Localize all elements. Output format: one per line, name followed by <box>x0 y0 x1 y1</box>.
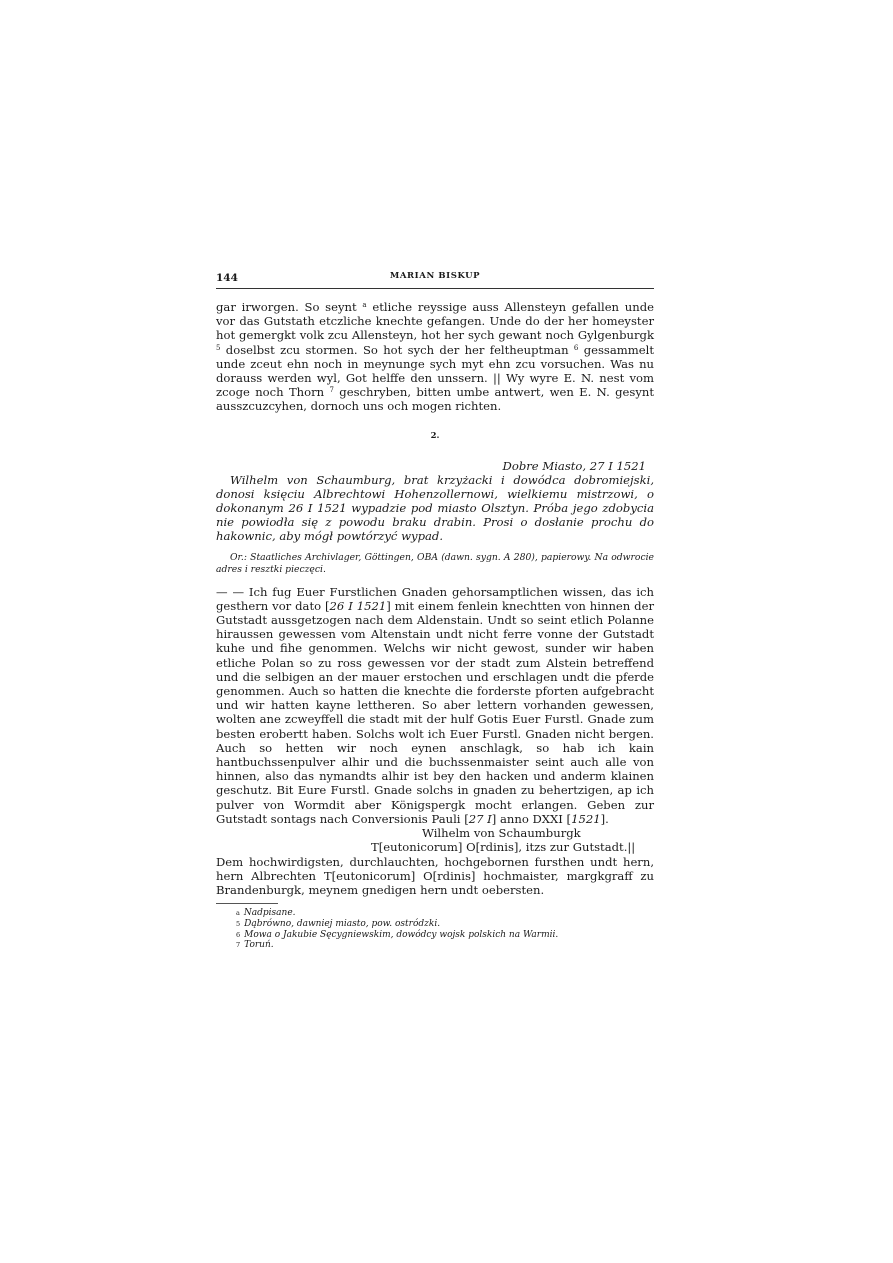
document-regest: Wilhelm von Schaumburg, brat krzyżacki i dowódca dobromiejski, donosi księciu Albrechtowi Hohenzollernowi, wielkiemu mistrzowi, o dokonanym 26 I 1521 wypadzie pod miasto Olsztyn. Próba jego zdobycia nie powiodła się z powodu braku drabin. Prosi o dosłanie prochu do hakownic, aby mógł powtórzyć wypad. <box>216 472 654 544</box>
footnote <box>236 940 654 951</box>
footnote-text: Toruń. <box>244 940 274 951</box>
letter-text: — — Ich fug Euer Furstlichen Gnaden gehorsamptlichen wissen, das ich gesthern vor dato [26 I 1521] mit einem fenlein knechtten von hinnen der Gutstadt aussgetzogen nach dem Aldenstain. Undt so seint etlich Polanne hiraussen gewessen vom Altenstain undt nicht ferre vonne der Gutstadt kuhe und fihe genommen. Welchs wir nicht gewost, sunder wir haben etliche Polan so zu ross gewessen vor der stadt zum Alstein betreffend und die selbigen an der mauer erstochen und erschlagen undt die pferde genommen. Auch so hatten die knechte die forderste pforten aufgebracht und wir hatten kayne lettheren. So aber lettern vorhanden gewessen, wolten ane zcweyffell die stadt mit der hulf Gotis Euer Furstl. Gnade zum besten erobertt haben. Solchs wolt ich Euer Furstl. Gnaden nicht bergen. Auch so hetten wir noch eynen anschlagk, so hab ich kain hantbuchssenpulver alhir und die buchssenmaister seint auch alle von hinnen, also das nymandts alhir ist bey den hacken und anderm klainen geschutz. Bit Eure Furstl. Gnade solchs in gnaden zu behertzigen, ap ich pulver von Wormdit aber Königspergk mocht erlangen. Geben zur Gutstadt sontags nach Conversionis Pauli [27 I] anno DXXI [1521]. <box>216 584 654 826</box>
editorial-date: 27 I <box>468 811 492 826</box>
footnote <box>236 919 654 930</box>
footnote-mark: a <box>236 909 240 918</box>
footnote-reference: a <box>362 301 367 309</box>
document-dateline: Dobre Miasto, 27 I 1521 <box>502 458 646 473</box>
running-head-author: MARIAN BISKUP <box>389 271 481 281</box>
footnote-reference: 5 <box>216 343 221 352</box>
footnote-reference: 6 <box>573 343 579 352</box>
document-page <box>216 270 654 951</box>
signature-name: Wilhelm von Schaumburgk <box>422 826 581 841</box>
footnote-mark: 6 <box>236 930 241 939</box>
footnote-text: Dąbrówno, dawniej miasto, pow. ostródzki. <box>244 918 441 929</box>
footnote-reference: 7 <box>329 386 334 395</box>
footnote <box>236 908 654 919</box>
source-note: Or.: Staatliches Archivlager, Göttingen, OBA (dawn. sygn. A 280), papierowy. Na odwrocie adres i resztki pieczęci. <box>216 551 654 576</box>
footnotes <box>216 908 654 951</box>
footnote-mark: 5 <box>236 919 241 928</box>
document-number: 2. <box>430 430 440 441</box>
editorial-date: 26 I 1521 <box>329 598 387 613</box>
footnote-mark: 7 <box>236 941 241 950</box>
editorial-date: 1521 <box>571 811 601 826</box>
letter-address: Dem hochwirdigsten, durchlauchten, hochgebornen fursthen undt hern, hern Albrechten T[eutonicorum] O[rdinis] hochmaister, margkgraff zu Brandenburgk, meynem gnedigen hern undt oebersten. <box>216 854 654 897</box>
signature-title: T[eutonicorum] O[rdinis], itzs zur Gutstadt.|| <box>371 840 636 855</box>
page-number: 144 <box>216 272 238 284</box>
footnote-text: Nadpisane. <box>243 908 296 919</box>
running-head <box>216 270 654 289</box>
continuation-paragraph: gar irworgen. So seynt $^a$ etliche reyssige auss Allensteyn gefallen unde vor das Gutstath etczliche knechte gefangen. Unde do der her homeyster hot gemergkt volk zcu Allensteyn, hot her sych gewant noch Gylgenburgk $^5$ doselbst zcu stormen. So hot sych der her feltheuptman $^6$ gessammelt unde zceut ehn noch in meynunge sych myt ehn zcu vorsuchen. Was nu dorauss werden wyl, Got helffe den unssern. || Wy wyre E. N. nest vom zcoge noch Thorn $^7$ geschryben, bitten umbe antwert, wen E. N. gesynt ausszcuzcyhen, dornoch uns och mogen richten. <box>216 300 654 414</box>
footnote <box>236 930 654 941</box>
footnote-text: Mowa o Jakubie Sęcygniewskim, dowódcy wojsk polskich na Warmii. <box>244 929 559 940</box>
